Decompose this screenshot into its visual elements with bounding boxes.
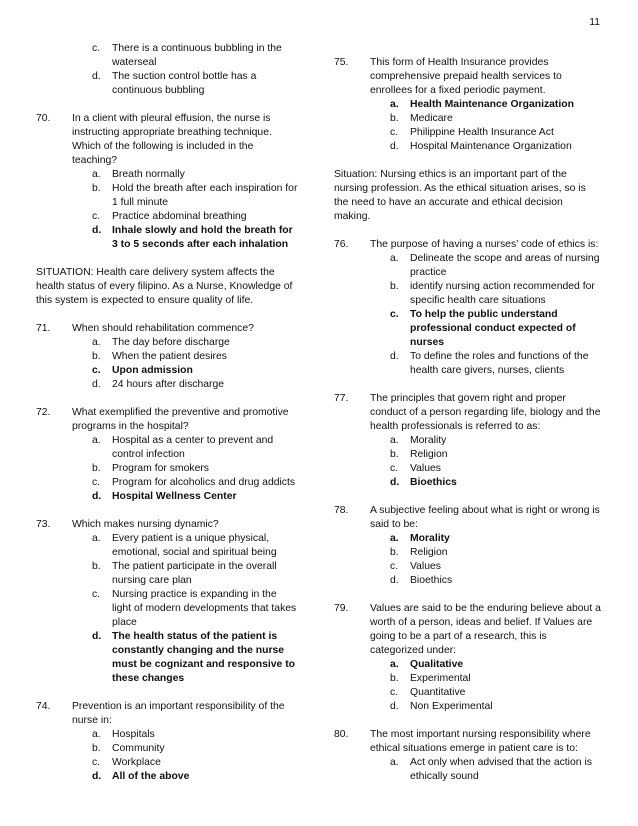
option-text: Breath normally: [112, 169, 185, 180]
option-text: Nursing practice is expanding in the light of modern developments that takes place: [112, 589, 297, 628]
option-text: Qualitative: [410, 659, 464, 670]
option-letter: b.: [92, 463, 101, 474]
answer-option: [390, 252, 602, 280]
situation-health-care: SITUATION: Health care delivery system affects the health status of every filipino. As a Nurse, Knowledge of this system is expected to ensure quality of life.: [36, 267, 293, 306]
right-column: [334, 56, 602, 784]
answer-option: [390, 574, 602, 588]
option-letter: c.: [92, 477, 101, 488]
question-number: 77.: [334, 393, 349, 404]
option-text: Hospital Maintenance Organization: [410, 141, 572, 152]
answer-option: [92, 476, 298, 490]
options-70: [36, 168, 298, 252]
options-73: [36, 532, 298, 686]
option-text: Act only when advised that the action is ethically sound: [410, 757, 592, 782]
question-76: [334, 238, 602, 378]
question-number: 70.: [36, 113, 51, 124]
answer-option: [92, 168, 298, 182]
question-79: [334, 602, 602, 714]
question-number: 75.: [334, 57, 349, 68]
option-letter: c.: [92, 365, 101, 376]
question-text: The principles that govern right and proper conduct of a person regarding life, biology and the health professionals is referred to as:: [370, 393, 601, 432]
option-text: Medicare: [410, 113, 453, 124]
option-letter: b.: [92, 351, 101, 362]
answer-option: [92, 224, 298, 252]
option-text: Hold the breath after each inspiration for 1 full minute: [112, 183, 298, 208]
options-71: [36, 336, 298, 392]
option-letter: c.: [390, 687, 399, 698]
option-text: Morality: [410, 435, 447, 446]
option-text: Program for smokers: [112, 463, 210, 474]
option-text: Values: [410, 561, 441, 572]
option-text: Practice abdominal breathing: [112, 211, 247, 222]
option-text: Hospitals: [112, 729, 155, 740]
option-letter: a.: [390, 757, 399, 768]
option-letter: a.: [390, 99, 399, 110]
answer-option: [92, 378, 298, 392]
answer-option: [390, 476, 602, 490]
option-text: Morality: [410, 533, 450, 544]
option-letter: b.: [390, 673, 399, 684]
options-69-continued: [36, 42, 298, 98]
answer-option: [390, 532, 602, 546]
question-75: [334, 56, 602, 154]
option-letter: d.: [92, 379, 101, 390]
answer-option: [390, 350, 602, 378]
option-letter: c.: [92, 589, 101, 600]
answer-option: [92, 630, 298, 686]
option-letter: b.: [390, 449, 399, 460]
options-80: [334, 756, 602, 784]
answer-option: [390, 126, 602, 140]
answer-option: [92, 434, 298, 462]
question-text: In a client with pleural effusion, the nurse is instructing appropriate breathing technique. Which of the following is included in the teaching?: [72, 113, 272, 166]
question-number: 74.: [36, 701, 51, 712]
option-text: The patient participate in the overall nursing care plan: [112, 561, 277, 586]
option-letter: c.: [92, 211, 101, 222]
option-letter: d.: [390, 477, 400, 488]
option-text: Every patient is a unique physical, emotional, social and spiritual being: [112, 533, 277, 558]
option-text: Values: [410, 463, 441, 474]
option-text: The suction control bottle has a continuous bubbling: [112, 71, 257, 96]
question-71: [36, 322, 298, 392]
option-text: Delineate the scope and areas of nursing practice: [410, 253, 600, 278]
answer-option: [92, 70, 298, 98]
option-text: identify nursing action recommended for specific health care situations: [410, 281, 595, 306]
question-77: [334, 392, 602, 490]
question-74: [36, 700, 298, 784]
option-letter: c.: [92, 43, 101, 54]
question-text: This form of Health Insurance provides comprehensive prepaid health services to enrollees for a fixed periodic payment.: [370, 57, 562, 96]
answer-option: [390, 98, 602, 112]
answer-option: [390, 280, 602, 308]
answer-option: [390, 686, 602, 700]
answer-option: [92, 756, 298, 770]
option-letter: d.: [92, 491, 102, 502]
option-text: Bioethics: [410, 477, 457, 488]
options-75: [334, 98, 602, 154]
option-text: Quantitative: [410, 687, 466, 698]
option-letter: d.: [92, 631, 102, 642]
option-text: When the patient desires: [112, 351, 227, 362]
option-text: Religion: [410, 449, 448, 460]
option-text: All of the above: [112, 771, 190, 782]
left-column: [36, 42, 298, 784]
options-78: [334, 532, 602, 588]
option-text: Philippine Health Insurance Act: [410, 127, 554, 138]
question-text: Values are said to be the enduring believe about a worth of a person, ideas and belief. If Values are going to be a part of a research, this is categorized under:: [370, 603, 601, 656]
option-text: Hospital as a center to prevent and control infection: [112, 435, 274, 460]
option-letter: b.: [92, 561, 101, 572]
question-text: Which makes nursing dynamic?: [72, 519, 219, 530]
answer-option: [92, 728, 298, 742]
option-letter: a.: [390, 435, 399, 446]
answer-option: [390, 140, 602, 154]
answer-option: [92, 560, 298, 588]
option-text: Bioethics: [410, 575, 453, 586]
option-text: To define the roles and functions of the health care givers, nurses, clients: [410, 351, 589, 376]
option-letter: a.: [92, 533, 101, 544]
option-letter: a.: [92, 337, 101, 348]
option-text: The health status of the patient is constantly changing and the nurse must be cognizant and responsive to these changes: [112, 631, 296, 684]
option-letter: b.: [390, 547, 399, 558]
option-letter: a.: [390, 253, 399, 264]
option-text: 24 hours after discharge: [112, 379, 225, 390]
question-text: The purpose of having a nurses’ code of ethics is:: [370, 239, 599, 250]
answer-option: [390, 546, 602, 560]
options-72: [36, 434, 298, 504]
answer-option: [92, 350, 298, 364]
question-73: [36, 518, 298, 686]
question-number: 71.: [36, 323, 51, 334]
answer-option: [92, 462, 298, 476]
answer-option: [92, 490, 298, 504]
option-text: The day before discharge: [112, 337, 230, 348]
option-letter: a.: [92, 729, 101, 740]
question-number: 73.: [36, 519, 51, 530]
situation-nursing-ethics: Situation: Nursing ethics is an important part of the nursing profession. As the ethical situation arises, so is the need to have an accurate and ethical decision making.: [334, 169, 586, 222]
option-letter: c.: [92, 757, 101, 768]
option-text: Religion: [410, 547, 448, 558]
option-letter: d.: [390, 141, 399, 152]
option-text: Non Experimental: [410, 701, 493, 712]
option-letter: d.: [92, 71, 101, 82]
answer-option: [92, 210, 298, 224]
answer-option: [92, 42, 298, 70]
option-letter: d.: [92, 771, 102, 782]
options-76: [334, 252, 602, 378]
question-70: [36, 112, 298, 252]
option-text: Health Maintenance Organization: [410, 99, 574, 110]
question-72: [36, 406, 298, 504]
answer-option: [390, 560, 602, 574]
answer-option: [390, 756, 602, 784]
option-text: Inhale slowly and hold the breath for 3 to 5 seconds after each inhalation: [112, 225, 293, 250]
option-letter: a.: [92, 169, 101, 180]
option-letter: d.: [390, 701, 399, 712]
question-text: What exemplified the preventive and promotive programs in the hospital?: [72, 407, 289, 432]
option-text: To help the public understand professional conduct expected of nurses: [410, 309, 576, 348]
answer-option: [390, 700, 602, 714]
option-letter: c.: [390, 127, 399, 138]
option-text: Upon admission: [112, 365, 193, 376]
answer-option: [390, 434, 602, 448]
answer-option: [92, 182, 298, 210]
answer-option: [390, 308, 602, 350]
question-number: 80.: [334, 729, 349, 740]
answer-option: [92, 770, 298, 784]
answer-option: [92, 742, 298, 756]
options-77: [334, 434, 602, 490]
option-letter: b.: [92, 183, 101, 194]
option-text: There is a continuous bubbling in the waterseal: [112, 43, 282, 68]
answer-option: [390, 658, 602, 672]
option-text: Hospital Wellness Center: [112, 491, 237, 502]
option-letter: d.: [390, 575, 399, 586]
question-text: A subjective feeling about what is right or wrong is said to be:: [370, 505, 600, 530]
options-74: [36, 728, 298, 784]
page-number: 11: [589, 17, 600, 28]
question-number: 79.: [334, 603, 349, 614]
question-text: Prevention is an important responsibility of the nurse in:: [72, 701, 285, 726]
answer-option: [390, 112, 602, 126]
answer-option: [92, 364, 298, 378]
option-letter: a.: [92, 435, 101, 446]
question-text: The most important nursing responsibility where ethical situations emerge in patient care is to:: [370, 729, 591, 754]
answer-option: [92, 336, 298, 350]
option-letter: c.: [390, 463, 399, 474]
question-text: When should rehabilitation commence?: [72, 323, 254, 334]
answer-option: [92, 532, 298, 560]
option-letter: b.: [390, 113, 399, 124]
question-number: 78.: [334, 505, 349, 516]
option-letter: a.: [390, 659, 399, 670]
option-text: Experimental: [410, 673, 471, 684]
answer-option: [390, 672, 602, 686]
option-letter: b.: [92, 743, 101, 754]
options-79: [334, 658, 602, 714]
answer-option: [390, 462, 602, 476]
option-letter: a.: [390, 533, 399, 544]
option-letter: c.: [390, 309, 399, 320]
answer-option: [390, 448, 602, 462]
question-number: 76.: [334, 239, 349, 250]
question-78: [334, 504, 602, 588]
question-number: 72.: [36, 407, 51, 418]
option-letter: b.: [390, 281, 399, 292]
option-letter: d.: [92, 225, 102, 236]
answer-option: [92, 588, 298, 630]
question-80: [334, 728, 602, 784]
option-text: Workplace: [112, 757, 161, 768]
option-letter: d.: [390, 351, 399, 362]
option-text: Community: [112, 743, 165, 754]
option-text: Program for alcoholics and drug addicts: [112, 477, 296, 488]
option-letter: c.: [390, 561, 399, 572]
